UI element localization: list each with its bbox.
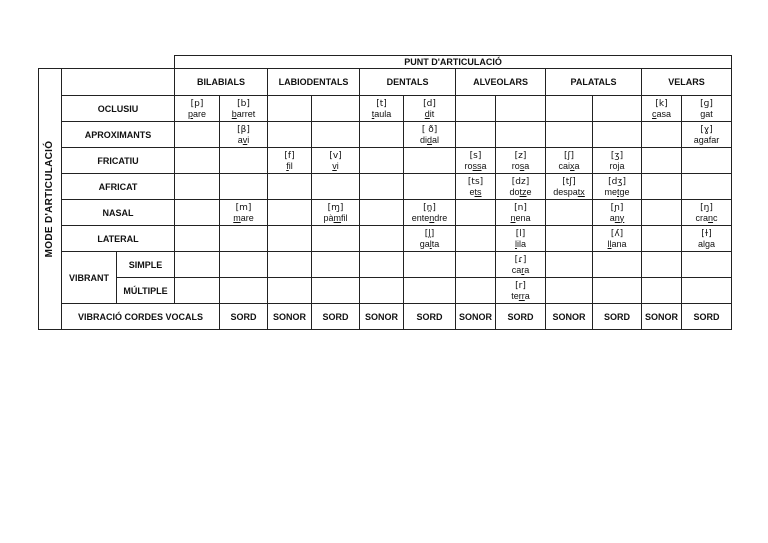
example-word-highlight: t bbox=[371, 108, 375, 119]
ipa-symbol: [s] bbox=[469, 150, 482, 161]
phoneme-cell bbox=[593, 148, 642, 174]
header-blank bbox=[62, 69, 175, 96]
example-word bbox=[220, 135, 267, 145]
example-word bbox=[456, 187, 495, 197]
manner-label: APROXIMANTS bbox=[62, 122, 175, 148]
empty-cell bbox=[642, 278, 682, 304]
example-word-highlight: ll bbox=[607, 238, 612, 249]
example-word-start: pà bbox=[323, 212, 334, 223]
phoneme-cell bbox=[496, 200, 546, 226]
ipa-symbol: [ɫ] bbox=[701, 228, 712, 239]
empty-cell bbox=[312, 278, 360, 304]
example-word bbox=[546, 161, 592, 171]
example-word bbox=[496, 187, 545, 197]
empty-cell bbox=[593, 96, 642, 122]
example-word bbox=[360, 109, 403, 119]
ipa-symbol: [v] bbox=[329, 150, 342, 161]
example-word-highlight: s bbox=[519, 160, 525, 171]
example-word bbox=[496, 161, 545, 171]
empty-cell bbox=[546, 96, 593, 122]
empty-cell bbox=[642, 122, 682, 148]
example-word-highlight: tx bbox=[577, 186, 585, 197]
example-word-start: ga bbox=[419, 238, 430, 249]
ipa-symbol: [ʃ] bbox=[564, 150, 575, 161]
phoneme-cell bbox=[496, 226, 546, 252]
voicing-label: VIBRACIÓ CORDES VOCALS bbox=[62, 304, 220, 330]
empty-cell bbox=[268, 252, 312, 278]
example-word bbox=[404, 213, 455, 223]
example-word-start: te bbox=[511, 290, 519, 301]
empty-cell bbox=[546, 226, 593, 252]
example-word-start: do bbox=[509, 186, 520, 197]
example-word-start: a bbox=[609, 212, 615, 223]
empty-cell bbox=[268, 278, 312, 304]
example-word bbox=[404, 109, 455, 119]
empty-cell bbox=[456, 200, 496, 226]
ipa-symbol: [ ð] bbox=[421, 124, 438, 135]
phoneme-cell bbox=[682, 122, 732, 148]
empty-cell bbox=[360, 122, 404, 148]
empty-cell bbox=[268, 200, 312, 226]
ipa-symbol: [ɱ] bbox=[327, 202, 344, 213]
example-word-end: are bbox=[240, 212, 254, 223]
ipa-symbol: [ɾ] bbox=[514, 254, 527, 265]
example-word bbox=[404, 239, 455, 249]
empty-cell bbox=[312, 122, 360, 148]
voicing-value: SORD bbox=[312, 304, 360, 330]
voicing-value: SONOR bbox=[546, 304, 593, 330]
phoneme-cell bbox=[682, 226, 732, 252]
manner-label: FRICATIU bbox=[62, 148, 175, 174]
example-word bbox=[456, 161, 495, 171]
example-word-start: di bbox=[420, 134, 428, 145]
example-word-highlight: m bbox=[233, 212, 241, 223]
example-word bbox=[404, 135, 455, 145]
empty-cell bbox=[404, 252, 456, 278]
empty-cell bbox=[360, 148, 404, 174]
example-word bbox=[496, 265, 545, 275]
place-header: BILABIALS bbox=[175, 69, 268, 96]
example-word-highlight: x bbox=[570, 160, 575, 171]
example-word-start: a bbox=[693, 134, 699, 145]
place-header: ALVEOLARS bbox=[456, 69, 546, 96]
place-header: LABIODENTALS bbox=[268, 69, 360, 96]
phoneme-cell bbox=[404, 226, 456, 252]
example-word-end: ena bbox=[515, 212, 531, 223]
voicing-value: SORD bbox=[220, 304, 268, 330]
phoneme-cell bbox=[456, 148, 496, 174]
example-word bbox=[546, 187, 592, 197]
place-header: PALATALS bbox=[546, 69, 642, 96]
empty-cell bbox=[546, 278, 593, 304]
example-word-end: at bbox=[705, 108, 713, 119]
example-word bbox=[268, 161, 311, 171]
empty-cell bbox=[360, 278, 404, 304]
phoneme-cell bbox=[220, 96, 268, 122]
example-word-highlight: g bbox=[700, 108, 706, 119]
place-title: PUNT D'ARTICULACIÓ bbox=[175, 56, 732, 69]
empty-cell bbox=[360, 200, 404, 226]
phoneme-cell bbox=[642, 96, 682, 122]
example-word bbox=[312, 161, 359, 171]
example-word-end: a bbox=[481, 160, 487, 171]
example-word-end: it bbox=[429, 108, 435, 119]
example-word-end: al bbox=[432, 134, 440, 145]
example-word-end: asa bbox=[656, 108, 672, 119]
empty-cell bbox=[175, 122, 220, 148]
phoneme-cell bbox=[175, 96, 220, 122]
empty-cell bbox=[175, 226, 220, 252]
example-word bbox=[312, 213, 359, 223]
example-word-end: arret bbox=[236, 108, 256, 119]
ipa-symbol: [d] bbox=[423, 98, 436, 109]
example-word-highlight: d bbox=[424, 108, 430, 119]
phoneme-cell bbox=[404, 96, 456, 122]
manner-label: NASAL bbox=[62, 200, 175, 226]
empty-cell bbox=[546, 252, 593, 278]
example-word bbox=[496, 291, 545, 301]
example-word-end: ila bbox=[517, 238, 527, 249]
empty-cell bbox=[682, 148, 732, 174]
empty-cell bbox=[456, 252, 496, 278]
example-word-start: ro bbox=[511, 160, 520, 171]
example-word-highlight: n bbox=[510, 212, 516, 223]
example-word-end: c bbox=[713, 212, 718, 223]
phoneme-cell bbox=[496, 174, 546, 200]
ipa-symbol: [m] bbox=[235, 202, 252, 213]
voicing-value: SORD bbox=[682, 304, 732, 330]
example-word bbox=[682, 239, 731, 249]
example-word-end: e bbox=[526, 186, 532, 197]
example-word-end: ta bbox=[431, 238, 440, 249]
phoneme-cell bbox=[312, 200, 360, 226]
ipa-symbol: [n] bbox=[514, 202, 527, 213]
example-word-highlight: l bbox=[429, 238, 432, 249]
ipa-symbol: [ts] bbox=[467, 176, 484, 187]
ipa-symbol: [ŋ] bbox=[700, 202, 713, 213]
empty-cell bbox=[175, 278, 220, 304]
empty-cell bbox=[360, 174, 404, 200]
example-word-highlight: rr bbox=[518, 290, 525, 301]
empty-cell bbox=[642, 200, 682, 226]
example-word bbox=[682, 135, 731, 145]
phoneme-cell bbox=[593, 200, 642, 226]
manner-label: LATERAL bbox=[62, 226, 175, 252]
example-word bbox=[682, 109, 731, 119]
example-word-highlight: g bbox=[698, 134, 704, 145]
example-word-end: a bbox=[524, 160, 530, 171]
example-word-end: afar bbox=[703, 134, 720, 145]
example-word-highlight: v bbox=[332, 160, 337, 171]
example-word-end: fil bbox=[341, 212, 348, 223]
place-header: VELARS bbox=[642, 69, 732, 96]
phoneme-cell bbox=[456, 174, 496, 200]
empty-cell bbox=[220, 226, 268, 252]
example-word-end: ana bbox=[611, 238, 627, 249]
empty-cell bbox=[682, 252, 732, 278]
voicing-value: SONOR bbox=[456, 304, 496, 330]
voicing-value: SONOR bbox=[642, 304, 682, 330]
ipa-symbol: [ʎ] bbox=[610, 228, 624, 239]
example-word-start: me bbox=[604, 186, 618, 197]
ipa-symbol: [l] bbox=[515, 228, 526, 239]
example-word-start: alga bbox=[698, 238, 716, 249]
example-word-highlight: tg bbox=[617, 186, 625, 197]
empty-cell bbox=[593, 278, 642, 304]
example-word bbox=[593, 161, 641, 171]
example-word-end: dre bbox=[434, 212, 448, 223]
empty-cell bbox=[593, 252, 642, 278]
empty-cell bbox=[360, 226, 404, 252]
manner-title: MODE D'ARTICULACIÓ bbox=[39, 69, 62, 330]
empty-cell bbox=[312, 96, 360, 122]
ipa-symbol: [ɡ] bbox=[700, 98, 713, 109]
example-word-end: a bbox=[524, 264, 530, 275]
ipa-symbol: [n̪] bbox=[423, 202, 436, 213]
example-word-start: ca bbox=[511, 264, 522, 275]
example-word-start: e bbox=[469, 186, 475, 197]
empty-cell bbox=[546, 200, 593, 226]
example-word-start: despa bbox=[553, 186, 578, 197]
ipa-symbol: [z] bbox=[514, 150, 527, 161]
empty-cell bbox=[496, 96, 546, 122]
empty-cell bbox=[642, 148, 682, 174]
empty-cell bbox=[642, 174, 682, 200]
example-word-start: cai bbox=[558, 160, 571, 171]
voicing-value: SONOR bbox=[268, 304, 312, 330]
empty-cell bbox=[682, 278, 732, 304]
example-word-highlight: n bbox=[429, 212, 435, 223]
ipa-symbol: [b] bbox=[237, 98, 250, 109]
empty-cell bbox=[496, 122, 546, 148]
phoneme-cell bbox=[546, 148, 593, 174]
empty-cell bbox=[593, 122, 642, 148]
empty-cell bbox=[220, 148, 268, 174]
example-word-highlight: m bbox=[333, 212, 342, 223]
phoneme-cell bbox=[404, 122, 456, 148]
example-word-highlight: l bbox=[515, 238, 518, 249]
sub-manner-label: SIMPLE bbox=[117, 252, 175, 278]
example-word bbox=[220, 109, 267, 119]
empty-cell bbox=[456, 278, 496, 304]
example-word-end: e bbox=[624, 186, 630, 197]
ipa-consonant-table bbox=[38, 55, 732, 330]
phoneme-cell bbox=[593, 174, 642, 200]
empty-cell bbox=[312, 226, 360, 252]
empty-cell bbox=[456, 226, 496, 252]
ipa-symbol: [ɲ] bbox=[610, 202, 624, 213]
phoneme-cell bbox=[682, 96, 732, 122]
phoneme-cell bbox=[546, 174, 593, 200]
example-word bbox=[593, 239, 641, 249]
ipa-symbol: [ɣ] bbox=[700, 124, 713, 135]
ipa-symbol: [ʒ] bbox=[610, 150, 624, 161]
voicing-value: SONOR bbox=[360, 304, 404, 330]
empty-cell bbox=[546, 122, 593, 148]
empty-cell bbox=[268, 174, 312, 200]
empty-cell bbox=[268, 226, 312, 252]
example-word-end: a bbox=[524, 290, 530, 301]
example-word-end: a bbox=[574, 160, 580, 171]
example-word bbox=[593, 187, 641, 197]
ipa-symbol: [dz] bbox=[511, 176, 530, 187]
phoneme-cell bbox=[496, 252, 546, 278]
phoneme-cell bbox=[220, 200, 268, 226]
example-word bbox=[682, 213, 731, 223]
example-word-highlight: ss bbox=[472, 160, 482, 171]
example-word bbox=[175, 109, 219, 119]
empty-cell bbox=[175, 174, 220, 200]
example-word-start: ente bbox=[411, 212, 430, 223]
phoneme-cell bbox=[312, 148, 360, 174]
example-word-highlight: v bbox=[242, 134, 248, 145]
empty-cell bbox=[268, 122, 312, 148]
ipa-symbol: [dʒ] bbox=[608, 176, 626, 187]
empty-cell bbox=[404, 148, 456, 174]
ipa-symbol: [l̪] bbox=[424, 228, 435, 239]
empty-cell bbox=[456, 96, 496, 122]
example-word-highlight: c bbox=[652, 108, 657, 119]
manner-label: AFRICAT bbox=[62, 174, 175, 200]
example-word bbox=[593, 213, 641, 223]
example-word-start: ro bbox=[609, 160, 618, 171]
example-word-highlight: n bbox=[708, 212, 714, 223]
ipa-symbol: [p] bbox=[190, 98, 204, 109]
example-word-start: cra bbox=[695, 212, 709, 223]
empty-cell bbox=[175, 148, 220, 174]
voicing-value: SORD bbox=[593, 304, 642, 330]
voicing-value: SORD bbox=[496, 304, 546, 330]
example-word bbox=[496, 239, 545, 249]
empty-cell bbox=[220, 252, 268, 278]
empty-cell bbox=[220, 174, 268, 200]
example-word-highlight: d bbox=[427, 134, 433, 145]
empty-cell bbox=[360, 252, 404, 278]
voicing-value: SORD bbox=[404, 304, 456, 330]
example-word-highlight: j bbox=[617, 160, 620, 171]
ipa-symbol: [t] bbox=[376, 98, 387, 109]
empty-cell bbox=[642, 226, 682, 252]
example-word-end: il bbox=[288, 160, 293, 171]
phoneme-cell bbox=[496, 148, 546, 174]
example-word-highlight: f bbox=[286, 160, 289, 171]
phoneme-cell bbox=[593, 226, 642, 252]
empty-cell bbox=[220, 278, 268, 304]
phoneme-cell bbox=[682, 200, 732, 226]
manner-label: VIBRANT bbox=[62, 252, 117, 304]
example-word-end: i bbox=[336, 160, 339, 171]
empty-cell bbox=[404, 174, 456, 200]
example-word bbox=[220, 213, 267, 223]
phoneme-cell bbox=[220, 122, 268, 148]
example-word-highlight: r bbox=[521, 264, 525, 275]
example-word-start: a bbox=[237, 134, 243, 145]
place-header: DENTALS bbox=[360, 69, 456, 96]
phoneme-cell bbox=[268, 148, 312, 174]
empty-cell bbox=[682, 174, 732, 200]
ipa-symbol: [β] bbox=[237, 124, 250, 135]
example-word-end: aula bbox=[374, 108, 392, 119]
ipa-symbol: [r] bbox=[515, 280, 526, 291]
example-word bbox=[642, 109, 681, 119]
sub-manner-label: MÚLTIPLE bbox=[117, 278, 175, 304]
example-word-highlight: b bbox=[231, 108, 237, 119]
example-word bbox=[496, 213, 545, 223]
empty-cell bbox=[642, 252, 682, 278]
empty-cell bbox=[175, 200, 220, 226]
manner-label: OCLUSIU bbox=[62, 96, 175, 122]
example-word-highlight: ny bbox=[614, 212, 625, 223]
example-word-end: a bbox=[619, 160, 625, 171]
example-word-end: are bbox=[193, 108, 207, 119]
example-word-highlight: p bbox=[188, 108, 194, 119]
empty-cell bbox=[312, 174, 360, 200]
corner-blank bbox=[39, 56, 175, 69]
empty-cell bbox=[312, 252, 360, 278]
empty-cell bbox=[456, 122, 496, 148]
phoneme-cell bbox=[496, 278, 546, 304]
empty-cell bbox=[404, 278, 456, 304]
ipa-symbol: [tʃ] bbox=[562, 176, 576, 187]
phoneme-cell bbox=[404, 200, 456, 226]
example-word-highlight: ts bbox=[474, 186, 482, 197]
example-word-highlight: tz bbox=[519, 186, 527, 197]
example-word-start: ro bbox=[464, 160, 473, 171]
example-word-end: i bbox=[247, 134, 250, 145]
phoneme-cell bbox=[360, 96, 404, 122]
ipa-symbol: [f] bbox=[284, 150, 295, 161]
empty-cell bbox=[175, 252, 220, 278]
ipa-symbol: [k] bbox=[655, 98, 668, 109]
empty-cell bbox=[268, 96, 312, 122]
